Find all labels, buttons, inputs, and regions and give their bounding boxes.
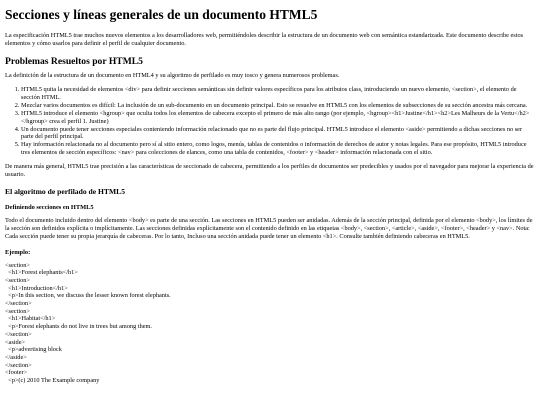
example-label: Ejemplo: bbox=[5, 248, 31, 256]
list-item: 5. Hay información relacionada no al documento pero sí al sitio entero, como logos, menús, tablas de contenidos o información de derechos de autor y notas legales. Para ese propósito, HTML5 introduce tres elementos de sección específicos: <nav> para colecciones de elances, como una tabla de contenidos, <footer> y <header> información relacionada con el sitio. bbox=[21, 141, 535, 157]
subheading-defining-sections: Definiendo secciones en HTML5 bbox=[5, 204, 94, 212]
section-heading-problems: Problemas Resueltos por HTML5 bbox=[5, 55, 143, 67]
list-item: 1. HTML5 quita la necesidad de elementos <div> para definir secciones semánticas sin definir valores específicos para los atributos class, introduciendo un nuevo elemento, <section>, el elemento de sección HTML. bbox=[21, 86, 535, 102]
list-item: 3. HTML5 introduce el elemento <hgroup> que oculta todos los elementos de cabecera excepto el primero de más alto rango (por ejemplo, <hgroup><h1>Justine</h1><h2>Les Malheurs de la Vertu</h2></hgroup> crea el perfil 1. Justine) bbox=[21, 110, 535, 126]
list-item: 4. Un documento puede tener secciones especiales conteniendo información relacionado que no es parte del flujo principal. HTML5 introduce el elemento <aside> permitiendo a dichas secciones no ser parte del perfil principal. bbox=[21, 126, 535, 142]
code-line: <aside> bbox=[5, 338, 26, 346]
problems-list bbox=[5, 86, 535, 157]
code-line: <p>In this section, we discuss the lesser known forest elephants. bbox=[5, 292, 171, 300]
code-line: </section> bbox=[5, 361, 32, 369]
code-line: <p>(c) 2010 The Example company bbox=[5, 376, 100, 384]
code-line: <footer> bbox=[5, 369, 28, 377]
code-line: </section> bbox=[5, 330, 32, 338]
code-line: <h1>Introduction</h1> bbox=[5, 284, 68, 292]
intro-paragraph: La especificación HTML5 trae muchos nuevos elementos a los desarrolladores web, permitiéndoles describir la estructura de un documento web con semántica estandarizada. Este documento describe estos elementos y cómo usarlos para definir el perfil de cualquier documento. bbox=[5, 32, 524, 48]
code-line: <h1>Forest elephants</h1> bbox=[5, 269, 78, 277]
problems-paragraph: La definición de la estructura de un documento en HTML4 y su algoritmo de perfilado es muy tosco y genera numerosos problemas. bbox=[5, 72, 340, 80]
section-heading-algorithm: El algoritmo de perfilado de HTML5 bbox=[5, 186, 126, 196]
code-line: </aside> bbox=[5, 353, 27, 361]
code-example bbox=[5, 262, 535, 385]
code-line: <p>Forest elephants do not live in trees but among them. bbox=[5, 323, 153, 331]
code-line: <section> bbox=[5, 261, 30, 269]
code-line: <section> bbox=[5, 307, 30, 315]
code-line: <section> bbox=[5, 277, 30, 285]
closing-paragraph: De manera más general, HTML5 trae precisión a las características de seccionado de cabecera, permitiendo a los perfiles de documentos ser predecibles y usados por el navegador para mejorar la experiencia de usuario. bbox=[5, 163, 534, 178]
defining-sections-paragraph: Todo el documento incluido dentro del elemento <body> es parte de una sección. Las secciones en HTML5 pueden ser anidadas. Además de la sección principal, definida por el elemento <body>, los límites de la sección son definidos explícita o implícitamente. Las secciones definidas explícitamente son el contenido definido en las etiquetas <body>, <section>, <article>, <aside>, <footer>, <header> y <nav>. Nota: Cada sección puede tener su propia jerarquía de cabeceras. Por lo tanto, Incluso una sección anidada puede tener un elemento <h1>. Consulte también definiendo cabeceras en HTML5. bbox=[5, 217, 533, 240]
code-line: <p>advertising block bbox=[5, 346, 62, 354]
page-title: Secciones y líneas generales de un documento HTML5 bbox=[5, 7, 318, 22]
code-line: <h1>Habitat</h1> bbox=[5, 315, 56, 323]
list-item: 2. Mezclar varios documentos es difícil: La inclusión de un sub-documento en un documento principal. Esto se resuelve en HTML5 con los elementos de subsecciones de su sección ancestra más cercana. bbox=[21, 102, 535, 110]
code-line: </section> bbox=[5, 300, 32, 308]
